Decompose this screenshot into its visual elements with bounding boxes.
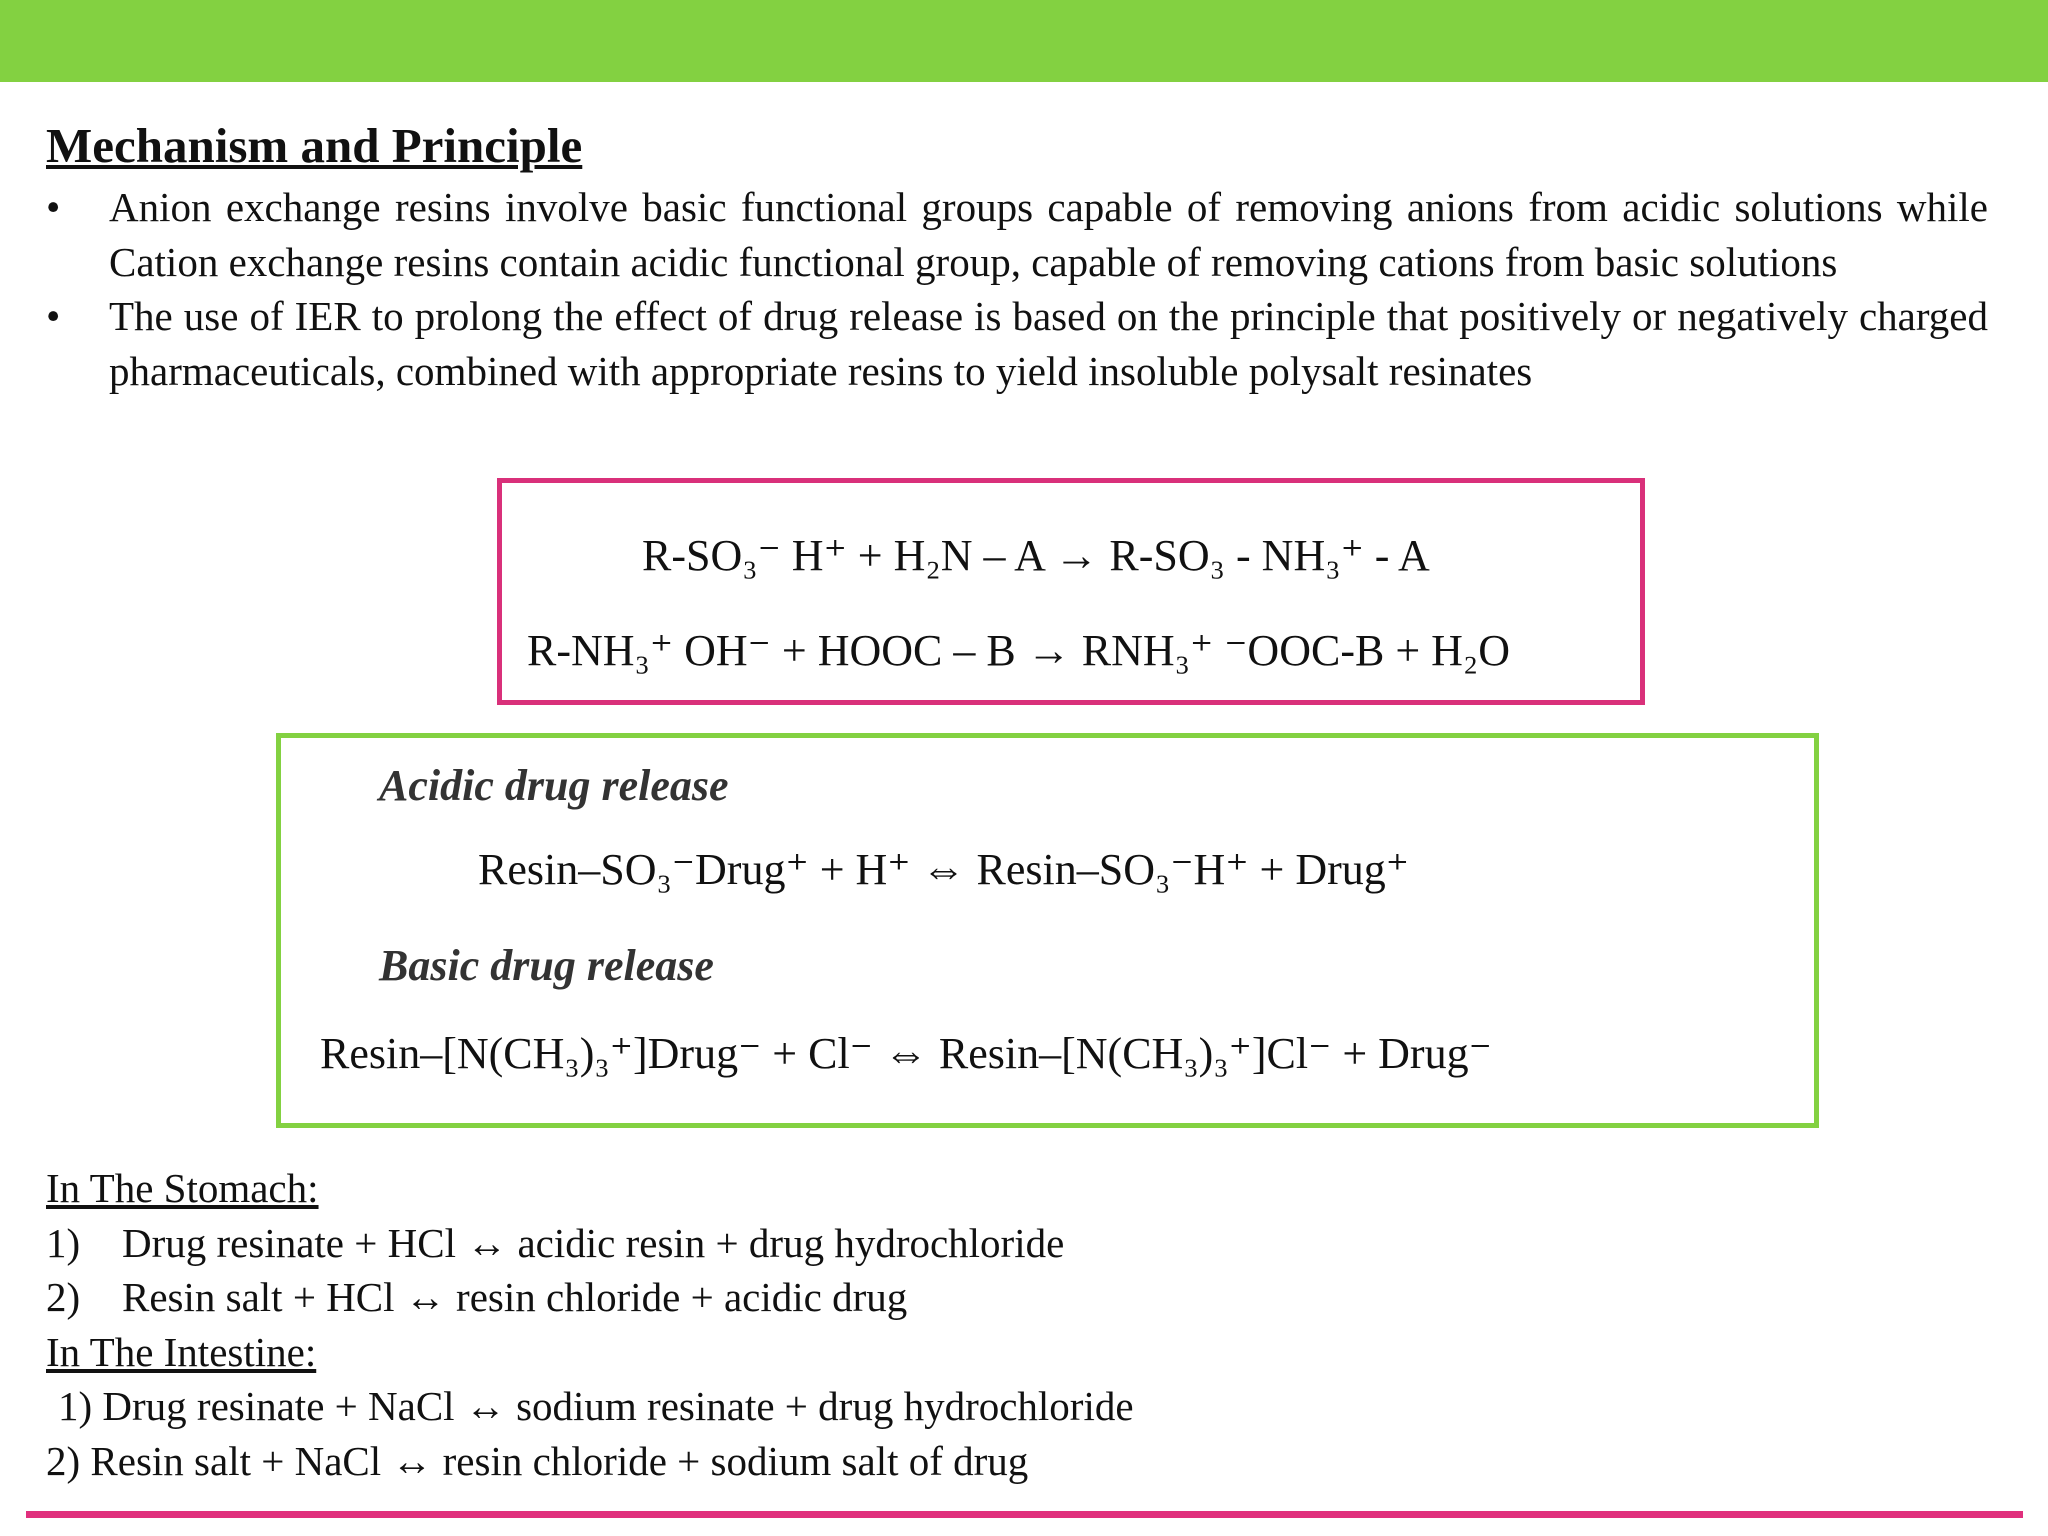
drug-release-box <box>276 733 1819 1128</box>
acidic-release-heading: Acidic drug release <box>379 761 729 810</box>
step-number: 1) <box>46 1220 81 1266</box>
bullet-dot-icon: • <box>46 184 61 230</box>
anion-exchange-equation: R-NH₃⁺ OH⁻ + HOOC – B → RNH₃⁺ ⁻OOC-B + H₂O <box>527 626 1511 675</box>
stomach-step <box>46 1270 907 1324</box>
basic-release-heading: Basic drug release <box>379 941 714 990</box>
exchange-equations-box <box>497 478 1645 705</box>
bullet-item <box>46 289 1988 398</box>
step-number: 2) <box>46 1274 81 1320</box>
step-text: Resin salt + HCl ↔ resin chloride + acidic drug <box>122 1274 908 1320</box>
intestine-step: 1) Drug resinate + NaCl ↔ sodium resinate + drug hydrochloride <box>58 1383 1134 1429</box>
bullet-text: The use of IER to prolong the effect of drug release is based on the principle that positively or negatively charged pharmaceuticals, combined with appropriate resins to yield insoluble polysalt resinates <box>109 293 1988 394</box>
basic-release-equation: Resin–[N(CH₃)₃⁺]Drug⁻ + Cl⁻ ⇔ Resin–[N(CH₃)₃⁺]Cl⁻ + Drug⁻ <box>320 1029 1492 1078</box>
intestine-label: In The Intestine: <box>46 1329 317 1375</box>
acidic-release-equation: Resin–SO₃⁻Drug⁺ + H⁺ ⇔ Resin–SO₃⁻H⁺ + Drug⁺ <box>478 845 1410 894</box>
stomach-label: In The Stomach: <box>46 1165 319 1211</box>
bullet-text: Anion exchange resins involve basic functional groups capable of removing anions from acidic solutions while Cation exchange resins contain acidic functional group, capable of removing cations from basic solutions <box>109 184 1988 285</box>
bullet-list <box>46 180 1988 398</box>
cation-exchange-equation: R-SO₃⁻ H⁺ + H₂N – A → R-SO₃ - NH₃⁺ - A <box>642 531 1430 580</box>
header-accent-band <box>0 0 2048 82</box>
bullet-item <box>46 180 1988 289</box>
footer-rule <box>26 1511 2023 1518</box>
slide-heading: Mechanism and Principle <box>46 118 583 173</box>
bullet-dot-icon: • <box>46 293 61 339</box>
stomach-step <box>46 1216 1064 1270</box>
intestine-step: 2) Resin salt + NaCl ↔ resin chloride + sodium salt of drug <box>46 1438 1029 1484</box>
step-text: Drug resinate + HCl ↔ acidic resin + drug hydrochloride <box>122 1220 1065 1266</box>
